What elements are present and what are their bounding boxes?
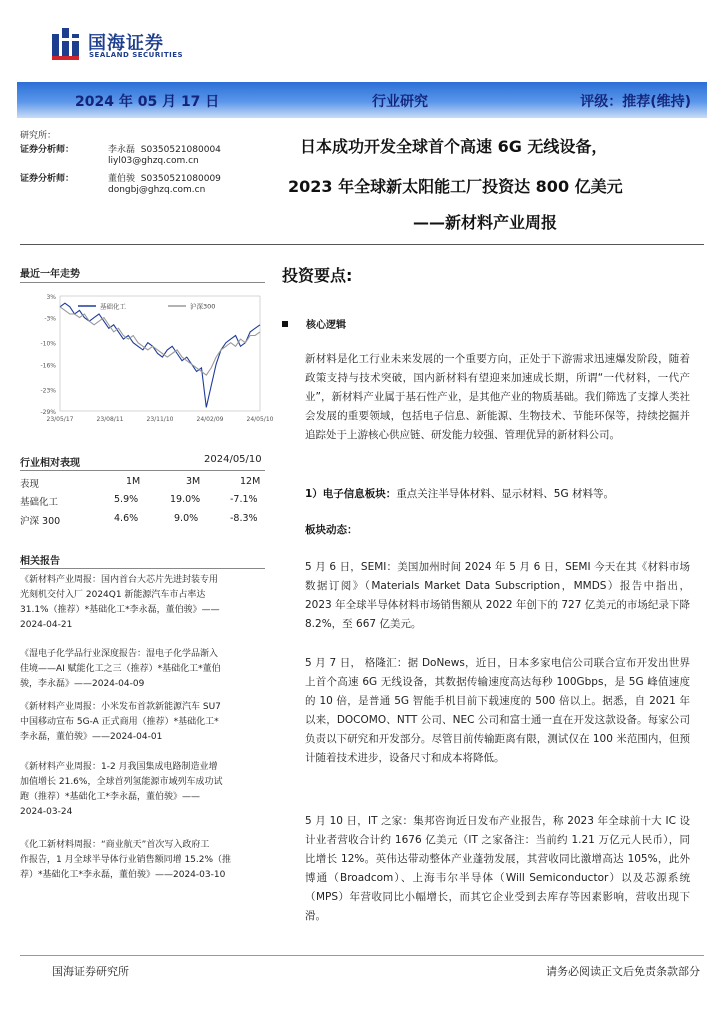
plot-frame: [60, 296, 260, 411]
analyst-1-email[interactable]: liyl03@ghzq.com.cn: [108, 156, 199, 166]
x-tick-label: 24/02/09: [196, 416, 224, 423]
y-tick-label: -16%: [40, 362, 56, 370]
table-cell: 4.6%: [114, 513, 139, 524]
y-tick-label: -3%: [44, 315, 56, 323]
related-line: 《新材料产业周报：1-2 月我国集成电路制造业增: [20, 762, 218, 772]
y-tick-label: -29%: [40, 409, 56, 416]
footer-disclaimer-note: 请务必阅读正文后免责条款部分: [546, 965, 700, 978]
related-line: 李永磊，董伯骏》——2024-04-01: [20, 732, 163, 742]
report-title-line1: 日本成功开发全球首个高速 6G 无线设备，: [300, 137, 608, 156]
related-line: 荐）*基础化工*李永磊，董伯骏》——2024-03-10: [20, 870, 226, 880]
dynamics-heading: 板块动态：: [305, 524, 358, 536]
related-line: 《化工新材料周报：“商业航天”首次写入政府工: [20, 840, 210, 850]
invest-heading: 投资要点:: [282, 266, 353, 285]
report-date: 2024 年 05 月 17 日: [75, 94, 220, 110]
related-divider: [20, 568, 265, 569]
series-line-2: [60, 307, 260, 375]
performance-divider: [20, 470, 265, 471]
col-header: 12M: [240, 476, 261, 487]
analyst-id: S0350521080004: [140, 145, 221, 155]
related-line: 加值增长 21.6%，全球首列氢能源市域列车成功试: [20, 777, 223, 787]
report-title-line2: 2023 年全球新太阳能工厂投资达 800 亿美元: [288, 177, 623, 196]
report-rating: 评级：推荐(维持): [580, 94, 691, 110]
news-paragraph-3: 5 月 10 日，IT 之家：集邦咨询近日发布产业报告，称 2023 年全球前十大 IC 设计业者营收合计约 1676 亿美元（IT 之家备注：当前约 1.21 万亿元人民币），同比增长 12%。英伟达带动整体产业蓬勃发展，其营收同比激增高达 105%，此外博通（Broadcom）、上海韦尔半导体（Will Semiconductor）以及芯源系统（MPS）年营收同比小幅增长，而其它企业受到去库存等因素影响，营收出现下滑。: [305, 815, 690, 922]
title-divider: [20, 244, 704, 245]
header-band: [17, 82, 707, 118]
trend-divider: [20, 282, 265, 283]
research-label: 研究所：: [20, 131, 57, 141]
related-heading: 相关报告: [20, 556, 60, 567]
analyst-role: 证券分析师：: [20, 174, 75, 184]
table-cell: -7.1%: [230, 494, 258, 505]
bullet-square-icon: [282, 321, 288, 327]
related-line: 2024-03-24: [20, 807, 73, 817]
related-report-1[interactable]: [20, 573, 266, 633]
sub1-label: 1）电子信息板块：: [305, 488, 397, 500]
performance-header-row: [20, 476, 265, 494]
brand-logo: [50, 26, 190, 66]
table-row: [20, 513, 265, 531]
table-cell: 基础化工: [20, 497, 59, 508]
report-category: 行业研究: [372, 94, 428, 110]
analyst-2: [20, 171, 221, 184]
trend-heading: 最近一年走势: [20, 269, 80, 280]
brand-name-cn: 国海证券: [88, 33, 164, 54]
x-tick-label: 23/08/11: [96, 416, 124, 423]
col-header: 表现: [20, 479, 40, 490]
y-tick-label: 3%: [46, 294, 56, 301]
legend-label: 沪深300: [190, 302, 216, 311]
intro-paragraph: 新材料是化工行业未来发展的一个重要方向，正处于下游需求迅速爆发阶段，随着政策支持与技术突破，国内新材料有望迎来加速成长期，所谓“一代材料，一代产业”，新材料产业属于基石性产业，是其他产业的物质基础。我们筛选了支撑人类社会发展的重要领域，包括电子信息、新能源、生物技术、节能环保等，持续挖掘并追踪处于上游核心供应链、研发能力较强、管理优异的新材料公司。: [305, 353, 690, 441]
related-line: 中国移动宣布 5G-A 正式商用（推荐）*基础化工*: [20, 717, 219, 727]
footer-institute: 国海证券研究所: [52, 965, 129, 978]
related-line: 《湿电子化学品行业深度报告：湿电子化学品渐入: [20, 649, 219, 659]
analyst-2-email[interactable]: dongbj@ghzq.com.cn: [108, 185, 206, 195]
related-report-3[interactable]: [20, 700, 266, 745]
table-cell: 沪深 300: [20, 516, 61, 527]
related-line: 骏，李永磊》——2024-04-09: [20, 679, 145, 689]
related-line: 作报告，1 月全球半导体行业销售额同增 15.2%（推: [20, 855, 232, 865]
report-subtitle: ——新材料产业周报: [413, 213, 558, 232]
related-line: 光刻机交付入厂 2024Q1 新能源汽车市占率达: [20, 590, 206, 600]
footer-divider: [20, 955, 704, 956]
related-line: 《新材料产业周报：小米发布首款新能源汽车 SU7: [20, 702, 221, 712]
y-tick-label: -10%: [40, 340, 56, 348]
related-line: 《新材料产业周报：国内首台大芯片先进封装专用: [20, 575, 219, 585]
related-report-5[interactable]: [20, 838, 266, 883]
core-logic-label: 核心逻辑: [306, 320, 346, 331]
analyst-id: S0350521080009: [140, 174, 221, 184]
performance-date: 2024/05/10: [204, 454, 262, 465]
x-tick-label: 23/05/17: [46, 416, 74, 423]
table-cell: 5.9%: [114, 494, 139, 505]
related-report-4[interactable]: [20, 760, 266, 820]
sub1-line: [305, 486, 614, 501]
table-cell: 9.0%: [174, 513, 199, 524]
legend-label: 基础化工: [100, 302, 126, 311]
related-line: 佳境——AI 赋能化工之三（推荐）*基础化工*董伯: [20, 664, 221, 674]
series-line-1: [60, 303, 260, 407]
trend-chart: [20, 288, 274, 428]
related-report-2[interactable]: [20, 647, 266, 692]
performance-heading: 行业相对表现: [20, 458, 80, 469]
news-paragraph-2: 5 月 7 日， 格隆汇：据 DoNews，近日，日本多家电信公司联合宣布开发出世界上首个高速 6G 无线设备，其数据传输速度高达每秒 100Gbps，是 5G 峰值速度的 10 倍，是普通 5G 智能手机目前下载速度的 500 倍以上。据悉，自 2021 年以来，DOCOMO、NTT 公司、NEC 公司和富士通一直在开发这款设备。每家公司负责以下研究和开发部分。尽管目前传输距离有限，测试仅在 100 米范围内，但预计随着技术进步，设备尺寸和成本将降低。: [305, 657, 690, 764]
sub1-text: 重点关注半导体材料、显示材料、5G 材料等。: [396, 488, 614, 500]
related-line: 跑（推荐）*基础化工*李永磊，董伯骏》——: [20, 792, 201, 802]
sealand-logo-icon: [50, 26, 84, 62]
brand-name-en: SEALAND SECURITIES: [89, 51, 184, 59]
col-header: 1M: [126, 476, 141, 487]
x-tick-label: 23/11/10: [146, 416, 174, 423]
table-row: [20, 494, 265, 512]
table-cell: 19.0%: [170, 494, 201, 505]
y-tick-label: -23%: [40, 387, 56, 395]
analyst-name: 董伯骏: [108, 174, 136, 184]
analyst-name: 李永磊: [108, 145, 136, 155]
table-cell: -8.3%: [230, 513, 258, 524]
analyst-1: [20, 142, 221, 155]
related-line: 31.1%（推荐）*基础化工*李永磊，董伯骏》——: [20, 605, 220, 615]
related-line: 2024-04-21: [20, 620, 73, 630]
news-paragraph-1: 5 月 6 日，SEMI：美国加州时间 2024 年 5 月 6 日，SEMI 今天在其《材料市场数据订阅》（Materials Market Data Subscription，MMDS）报告中指出，2023 年全球半导体材料市场销售额从 2022 年创下的 727 亿美元的市场纪录下降 8.2%，至 667 亿美元。: [305, 561, 690, 630]
col-header: 3M: [186, 476, 201, 487]
core-logic-heading: [282, 316, 346, 331]
analyst-role: 证券分析师：: [20, 145, 75, 155]
x-tick-label: 24/05/10: [246, 416, 274, 423]
